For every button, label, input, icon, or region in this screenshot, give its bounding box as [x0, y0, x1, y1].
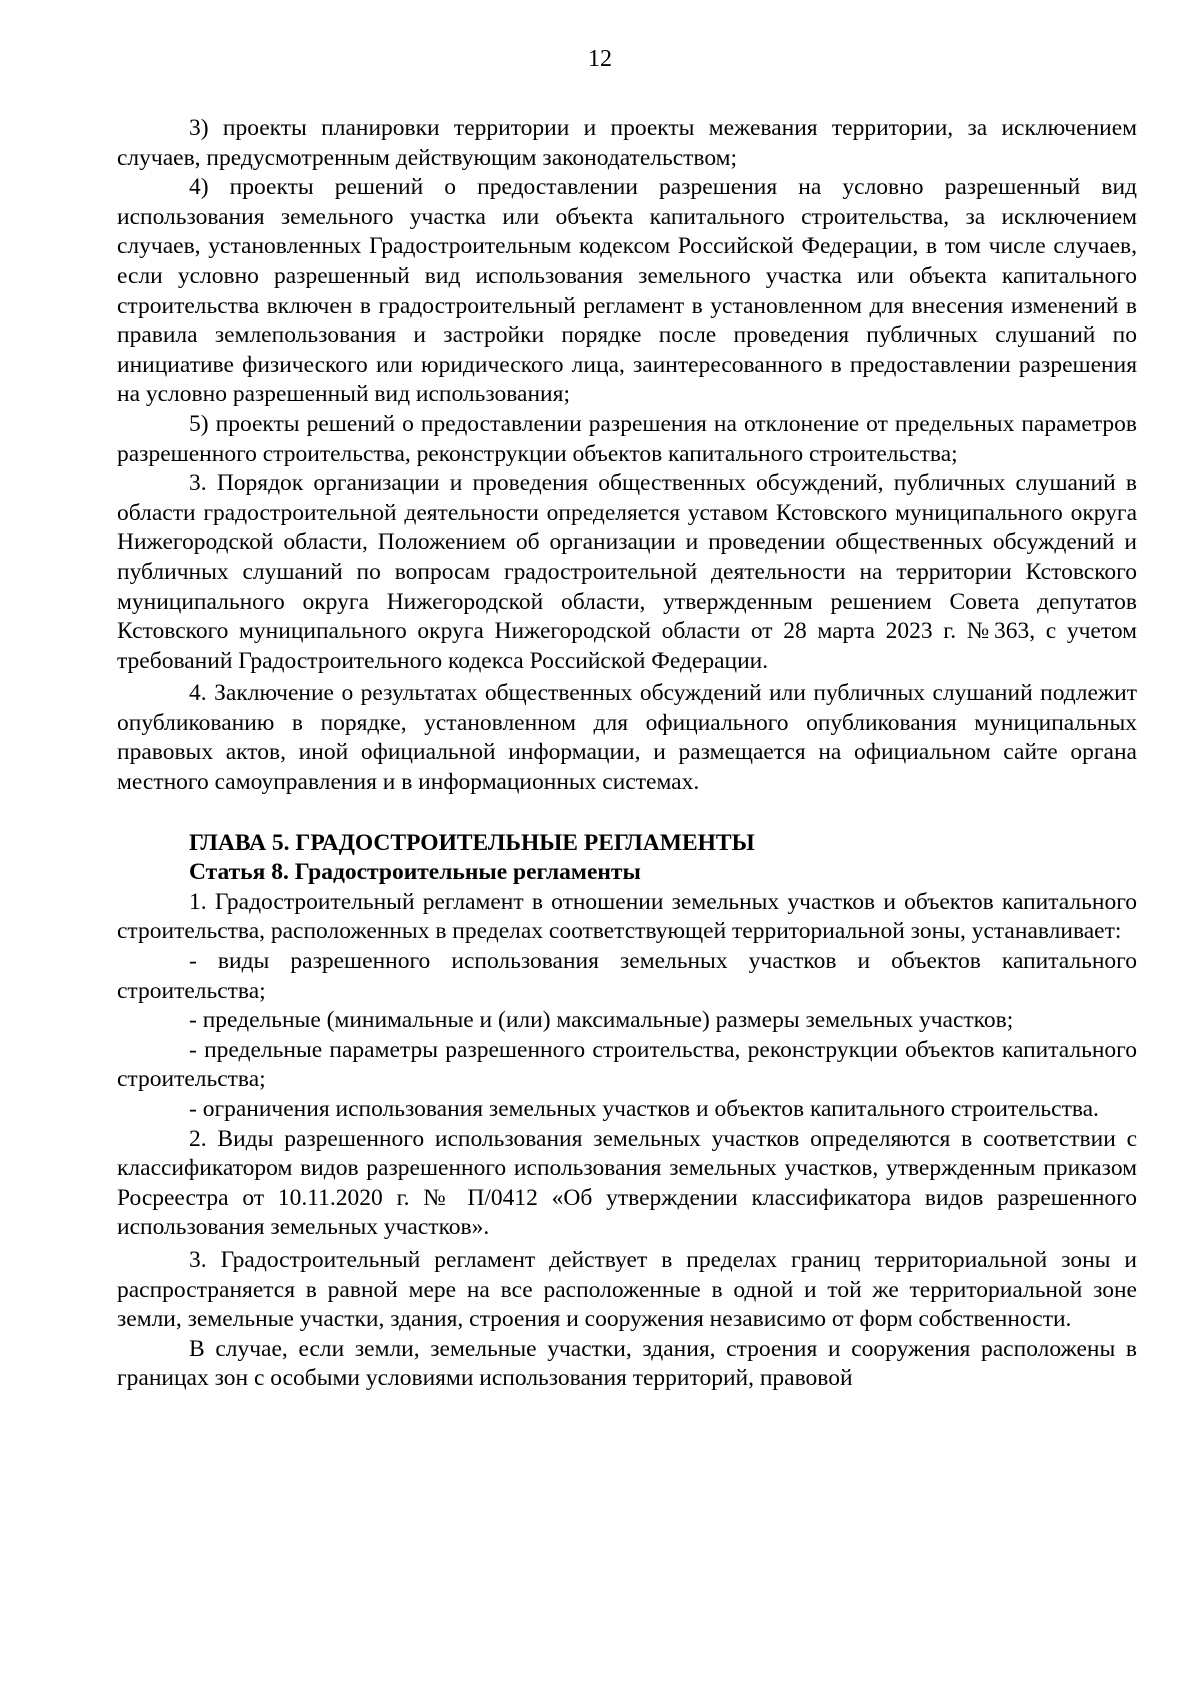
document-body [117, 114, 1137, 1394]
bullet-permitted-uses: - виды разрешенного использования земельных участков и объектов капитального строительства; [117, 948, 1137, 1004]
page-number: 12 [588, 46, 612, 72]
chapter-heading: ГЛАВА 5. ГРАДОСТРОИТЕЛЬНЫЕ РЕГЛАМЕНТЫ [189, 829, 755, 856]
list-item-deviation-permits: 5) проекты решений о предоставлении разрешения на отклонение от предельных параметров разрешенного строительства, реконструкции объектов капитального строительства; [117, 410, 1137, 467]
paragraph-hearings-conclusion: 4. Заключение о результатах общественных обсуждений или публичных слушаний подлежит опубликованию в порядке, установленном для официального опубликования муниципальных правовых актов, иной официальной информации, и размещается на официальном сайте органа местного самоуправления и в информационных системах. [117, 680, 1137, 796]
paragraph-regulation-establishes: 1. Градостроительный регламент в отношении земельных участков и объектов капитального строительства, расположенных в пределах соответствующей территориальной зоны, устанавливает: [117, 888, 1137, 945]
bullet-plot-sizes: - предельные (минимальные и (или) максимальные) размеры земельных участков; [189, 1007, 1014, 1034]
list-item-planning-projects: 3) проекты планировки территории и проекты межевания территории, за исключением случаев, предусмотренным действующим законодательством; [117, 115, 1137, 171]
list-item-conditional-use-permits: 4) проекты решений о предоставлении разрешения на условно разрешенный вид использования земельного участка или объекта капитального строительства, за исключением случаев, установленных Градостроительным кодексом Российской Федерации, в том числе случаев, если условно разрешенный вид использования земельного участка или объекта капитального строительства включен в градостроительный регламент в установленном для внесения изменений в правила землепользования и застройки порядке после проведения публичных слушаний по инициативе физического или юридического лица, заинтересованного в предоставлении разрешения на условно разрешенный вид использования; [117, 174, 1137, 408]
paragraph-special-zones: В случае, если земли, земельные участки, здания, строения и сооружения расположены в границах зон с особыми условиями использования территорий, правовой [117, 1335, 1137, 1392]
paragraph-hearings-procedure: 3. Порядок организации и проведения общественных обсуждений, публичных слушаний в области градостроительной деятельности определяется уставом Кстовского муниципального округа Нижегородской области, Положением об организации и проведении общественных обсуждений и публичных слушаний по вопросам градостроительной деятельности на территории Кстовского муниципального округа Нижегородской области, утвержденным решением Совета депутатов Кстовского муниципального округа Нижегородской области от 28 марта 2023 г. №363, с учетом требований Градостроительного кодекса Российской Федерации. [117, 470, 1137, 674]
paragraph-regulation-scope: 3. Градостроительный регламент действует в пределах границ территориальной зоны и распространяется в равной мере на все расположенные в одной и той же территориальной зоне земли, земельные участки, здания, строения и сооружения независимо от форм собственности. [117, 1246, 1137, 1333]
paragraph-use-classifier: 2. Виды разрешенного использования земельных участков определяются в соответствии с классификатором видов разрешенного использования земельных участков, утвержденным приказом Росреестра от 10.11.2020 г. № П/0412 «Об утверждении классификатора видов разрешенного использования земельных участков». [117, 1125, 1137, 1241]
bullet-use-restrictions: - ограничения использования земельных участков и объектов капитального строительства. [189, 1096, 1099, 1122]
article-heading: Статья 8. Градостроительные регламенты [189, 859, 641, 886]
bullet-construction-parameters: - предельные параметры разрешенного строительства, реконструкции объектов капитального строительства; [117, 1036, 1137, 1093]
